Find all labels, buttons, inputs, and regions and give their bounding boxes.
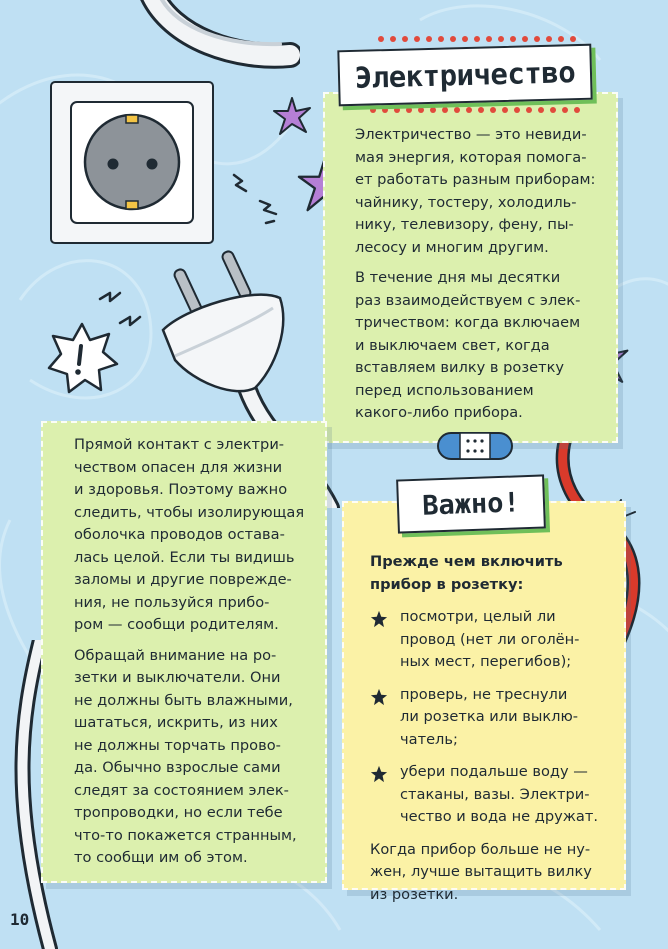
list-item xyxy=(370,761,614,829)
list-item xyxy=(370,606,614,674)
electricity-paragraph: В течение дня мы десятки раз взаимодействуем с элек- тричеством: когда включаем и выключаем свет, когда вставляем вилку в розетку перед использованием какого-либо прибора. xyxy=(355,269,581,421)
list-item-text: посмотри, целый ли провод (нет ли оголён- ных мест, перегибов); xyxy=(400,608,580,670)
bullet-star-icon xyxy=(370,688,388,706)
list-item-text: убери подальше воду — стаканы, вазы. Электри- чество и вода не дружат. xyxy=(400,763,598,825)
warning-icon xyxy=(45,320,120,395)
section-title-important: Важно! xyxy=(396,474,546,533)
decorative-dots xyxy=(378,36,576,42)
important-intro: Прежде чем включить прибор в розетку: xyxy=(370,553,563,593)
safety-paragraph: Прямой контакт с электри- чеством опасен для жизни и здоровья. Поэтому важно следить, чтобы изолирующая оболочка проводов остава- лась целой. Если ты видишь заломы и другие поврежде- ния, не пользуйся прибо- ром — сообщи родителям. xyxy=(74,436,305,633)
electricity-paragraph: Электричество — это невиди- мая энергия, которая помога- ет работать разным приборам: чайнику, тостеру, холодиль- нику, телевизору, фену, пы- лесосу и многим другим. xyxy=(355,126,596,256)
page-number: 10 xyxy=(10,910,30,929)
safety-info-box xyxy=(41,421,327,883)
power-socket-icon xyxy=(49,80,215,245)
spark-star-icon xyxy=(272,96,312,136)
bandage-icon xyxy=(436,430,514,462)
bullet-star-icon xyxy=(370,610,388,628)
bullet-star-icon xyxy=(370,765,388,783)
important-info-box xyxy=(342,501,626,903)
safety-paragraph: Обращай внимание на ро- зетки и выключатели. Они не должны быть влажными, шататься, искрить, из них не должны торчать прово- да. Обычно взрослые сами следят за состоянием элек- тропроводки, но если тебе что-то покажется странным, то сообщи им об этом. xyxy=(74,646,297,866)
decorative-dots xyxy=(370,107,580,113)
cable-icon xyxy=(130,0,300,80)
electricity-info-box xyxy=(323,92,618,443)
list-item-text: проверь, не треснули ли розетка или выклю- чатель; xyxy=(400,685,579,748)
list-item xyxy=(370,684,614,752)
important-closing: Когда прибор больше не ну- жен, лучше вытащить вилку из розетки. xyxy=(370,840,592,903)
section-title-electricity: Электричество xyxy=(337,44,592,107)
important-list xyxy=(370,606,614,829)
spark-icon xyxy=(226,165,286,230)
